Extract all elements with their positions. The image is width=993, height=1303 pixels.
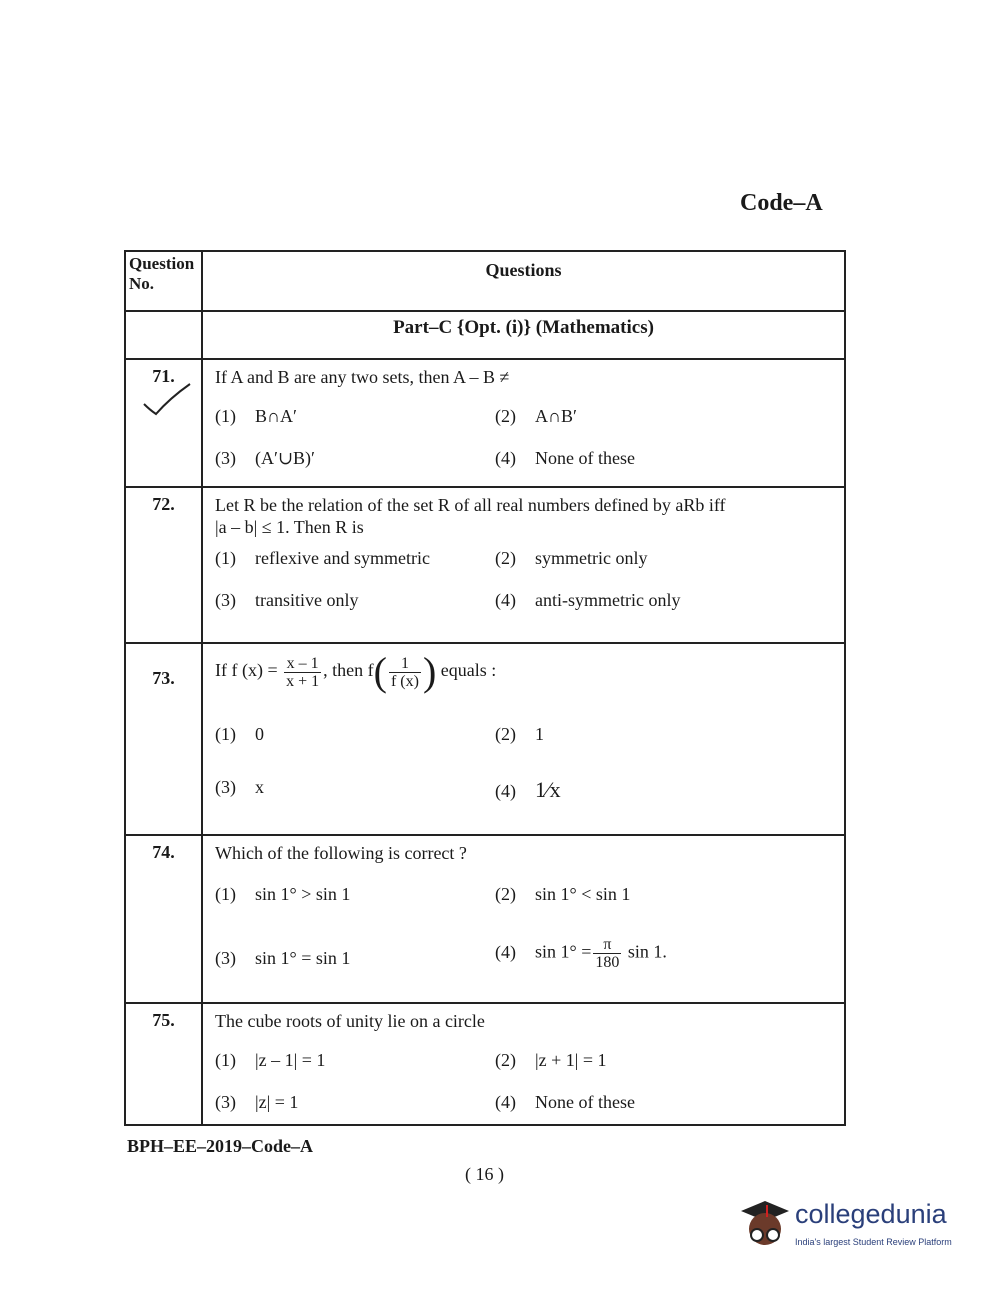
option-text: None of these — [535, 1092, 635, 1112]
option-number: (3) — [215, 1092, 236, 1112]
option-text: transitive only — [255, 590, 359, 610]
fraction-numerator: 1 — [389, 655, 421, 673]
option-text: B∩A′ — [255, 406, 297, 426]
question-number: 71. — [125, 359, 202, 487]
paren-open: ( — [373, 649, 387, 694]
logo-name: collegedunia — [795, 1199, 947, 1229]
fraction-denominator: x + 1 — [286, 672, 320, 690]
header-questions: Questions — [202, 251, 845, 311]
part-title: Part–C {Opt. (i)} (Mathematics) — [202, 311, 845, 359]
option-text: anti-symmetric only — [535, 590, 681, 610]
fraction — [593, 936, 621, 971]
fraction — [284, 655, 321, 690]
footer-code: BPH–EE–2019–Code–A — [127, 1136, 314, 1156]
part-no-cell — [125, 311, 202, 359]
option-text: 1⁄x — [535, 777, 561, 802]
option-text: sin 1° < sin 1 — [535, 884, 631, 904]
question-cell — [202, 359, 845, 487]
table-row — [125, 643, 845, 835]
option-text: |z + 1| = 1 — [535, 1050, 607, 1070]
option-number: (3) — [215, 948, 236, 968]
option-text: reflexive and symmetric — [255, 548, 430, 568]
collegedunia-logo — [735, 1195, 965, 1255]
option-number: (1) — [215, 548, 236, 568]
question-stem-line2: |a – b| ≤ 1. Then R is — [215, 517, 364, 537]
question-stem — [215, 649, 844, 700]
fraction-numerator: π — [593, 936, 621, 954]
question-number: 73. — [125, 643, 202, 835]
option-number: (2) — [495, 548, 516, 568]
question-cell — [202, 835, 845, 1003]
option-text: |z – 1| = 1 — [255, 1050, 326, 1070]
question-stem: If A and B are any two sets, then A – B ≠ — [215, 367, 510, 387]
question-number: 72. — [125, 487, 202, 643]
header-question-no: Question No. — [125, 251, 202, 311]
page-number: ( 16 ) — [465, 1164, 504, 1184]
option-number: (2) — [495, 884, 516, 904]
question-cell — [202, 1003, 845, 1125]
option-text: None of these — [535, 448, 635, 468]
question-stem: Let R be the relation of the set R of all real numbers defined by aRb iff — [215, 495, 726, 515]
option-text: x — [255, 777, 264, 797]
student-mascot-icon — [735, 1195, 793, 1253]
question-number: 75. — [125, 1003, 202, 1125]
option-text: sin 1° > sin 1 — [255, 884, 351, 904]
option-text: |z| = 1 — [255, 1092, 299, 1112]
option-number: (3) — [215, 448, 236, 468]
questions-table — [124, 250, 846, 1126]
fraction-denominator: 180 — [595, 954, 620, 971]
question-cell — [202, 643, 845, 835]
table-row — [125, 835, 845, 1003]
option-number: (4) — [495, 781, 516, 801]
option-number: (4) — [495, 590, 516, 610]
stem-part: If f (x) = — [215, 660, 278, 681]
question-stem: Which of the following is correct ? — [215, 843, 467, 863]
option-text: 1 — [535, 724, 544, 744]
option-text: sin 1° = sin 1 — [255, 948, 351, 968]
option-text: symmetric only — [535, 548, 648, 568]
option-number: (2) — [495, 1050, 516, 1070]
option-number: (1) — [215, 1050, 236, 1070]
fraction-denominator: f (x) — [390, 672, 419, 690]
option-text-suffix: sin 1. — [627, 941, 667, 962]
table-row — [125, 487, 845, 643]
option-number: (2) — [495, 406, 516, 426]
stem-part: equals : — [440, 660, 497, 681]
option-text: 0 — [255, 724, 264, 744]
stem-part: , then f — [323, 660, 374, 681]
option-text: sin 1° = — [535, 941, 592, 962]
option-number: (4) — [495, 941, 516, 962]
option-text: A∩B′ — [535, 406, 577, 426]
option-number: (1) — [215, 884, 236, 904]
option-number: (1) — [215, 724, 236, 744]
table-row — [125, 359, 845, 487]
paren-close: ) — [422, 649, 437, 694]
option-number: (4) — [495, 448, 516, 468]
tick-mark-icon — [140, 380, 196, 420]
fraction-numerator: x – 1 — [284, 655, 321, 673]
question-cell — [202, 487, 845, 643]
option-text: (A′∪B)′ — [255, 448, 315, 468]
option-number: (3) — [215, 777, 236, 797]
table-row — [125, 1003, 845, 1125]
fraction — [389, 655, 421, 690]
question-number: 74. — [125, 835, 202, 1003]
logo-tagline: India's largest Student Review Platform — [795, 1237, 952, 1247]
paper-code: Code–A — [740, 190, 823, 216]
option-number: (4) — [495, 1092, 516, 1112]
option-number: (3) — [215, 590, 236, 610]
option-number: (2) — [495, 724, 516, 744]
question-stem: The cube roots of unity lie on a circle — [215, 1011, 485, 1031]
option-number: (1) — [215, 406, 236, 426]
